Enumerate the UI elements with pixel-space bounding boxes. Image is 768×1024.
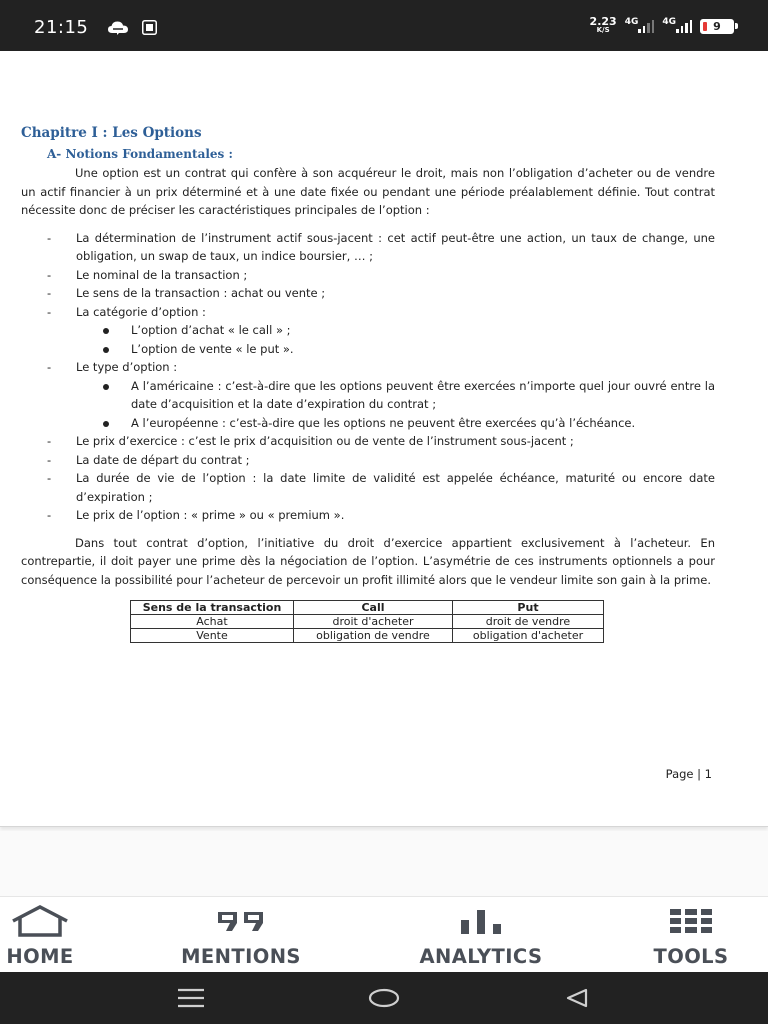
table-header: Call — [294, 601, 453, 615]
network-speed — [589, 15, 617, 34]
section-title: A- Notions Fondamentales : — [47, 147, 233, 161]
cloud-notification-icon — [108, 21, 128, 40]
table-row — [131, 629, 604, 643]
list-item: - Le sens de la transaction : achat ou vente ; — [47, 286, 326, 300]
status-time: 21:15 — [34, 17, 89, 38]
recent-apps-button[interactable] — [176, 984, 206, 1012]
list-item: - La catégorie d’option : L’option d’achat « le call » ; L’option de vente « le put ». — [21, 303, 715, 359]
image-notification-icon — [142, 20, 157, 40]
table-cell: Vente — [131, 629, 294, 643]
table-header-row — [131, 601, 604, 615]
network-speed-value: 2.23 — [589, 15, 617, 28]
table-header: Put — [453, 601, 604, 615]
intro-paragraph: Une option est un contrat qui confère à son acquéreur le droit, mais non l’obligation d’acheter ou de vendre un actif financier à un prix déterminé et à une date fixée ou pendant une période préalablement définie. Tout contrat nécessite donc de préciser les caractéristiques principales de l’option : — [21, 166, 715, 217]
nav-label: ANALYTICS — [419, 945, 543, 968]
closing-paragraph: Dans tout contrat d’option, l’initiative du droit d’exercice appartient exclusivement à l’acheteur. En contrepartie, il doit payer une prime dès la négociation de l’option. L’asymétrie de ces instruments optionnels a pour conséquence la possibilité pour l’acheteur de percevoir un profit illimité alors que le vendeur limite son gain à la prime. — [21, 535, 715, 587]
list-item: - La durée de vie de l’option : la date limite de validité est appelée échéance, maturité ou encore date d’expiration ; — [47, 471, 715, 504]
sub-list-item: L’option de vente « le put ». — [76, 340, 715, 359]
network-speed-unit: K/S — [596, 26, 610, 34]
table-header: Sens de la transaction — [131, 601, 294, 615]
chapter-title: Chapitre I : Les Options — [21, 125, 202, 141]
sub-list — [76, 377, 715, 433]
sub-list-item: A l’européenne : c’est-à-dire que les options ne peuvent être exercées qu’à l’échéance. — [76, 414, 715, 433]
network-type-label: 4G — [662, 16, 676, 27]
network-type-label: 4G — [624, 16, 639, 27]
bar-chart-icon — [459, 905, 503, 937]
sub-list — [76, 321, 715, 358]
document-content — [21, 124, 715, 643]
table-cell: Achat — [131, 615, 294, 629]
table-cell: obligation de vendre — [294, 629, 453, 643]
signal-strength-1 — [624, 16, 655, 33]
characteristics-list — [21, 229, 715, 525]
home-icon — [10, 905, 70, 937]
battery-level: 9 — [713, 19, 721, 33]
battery-icon — [700, 19, 738, 34]
app-bottom-nav — [0, 896, 768, 972]
list-item: - La détermination de l’instrument actif sous-jacent : cet actif peut-être une action, un taux de change, une obligation, un swap de taux, un indice boursier, … ; — [47, 230, 715, 263]
document-viewer[interactable] — [0, 51, 768, 896]
recent-apps-icon — [176, 988, 206, 1008]
status-bar — [0, 0, 768, 51]
sub-list-item: L’option d’achat « le call » ; — [76, 321, 715, 340]
nav-tools[interactable] — [638, 897, 744, 973]
list-item: - La date de départ du contrat ; — [47, 452, 250, 467]
nav-label: TOOLS — [653, 945, 729, 968]
grid-icon — [669, 905, 713, 937]
nav-home[interactable] — [0, 897, 86, 973]
document-page — [0, 51, 768, 827]
sub-list-item: A l’américaine : c’est-à-dire que les options peuvent être exercées n’importe quel jour ouvré entre la date d’acquisition et la date d’expiration du contrat ; — [76, 377, 715, 414]
home-system-button[interactable] — [368, 984, 400, 1012]
back-button[interactable] — [562, 984, 592, 1012]
transaction-table — [130, 600, 604, 643]
table-cell: droit d'acheter — [294, 615, 453, 629]
quote-icon — [217, 905, 265, 937]
list-item: - Le type d’option : A l’américaine : c’est-à-dire que les options peuvent être exercées n’importe quel jour ouvré entre la date d’acquisition et la date d’expiration du contrat ; A l’européenne : c’est-à-dire que les options ne peuvent être exercées qu’à l’échéance. — [21, 358, 715, 432]
system-nav-bar — [0, 972, 768, 1024]
nav-label: MENTIONS — [181, 945, 301, 968]
next-page-area — [0, 831, 768, 896]
signal-strength-2 — [662, 16, 692, 33]
page-number: Page | 1 — [665, 767, 712, 781]
table-cell: obligation d'acheter — [453, 629, 604, 643]
list-item: - Le prix d’exercice : c’est le prix d’acquisition ou de vente de l’instrument sous-jacent ; — [47, 434, 574, 448]
list-item: - Le nominal de la transaction ; — [47, 267, 248, 282]
nav-analytics[interactable] — [398, 897, 564, 973]
table-cell: droit de vendre — [453, 615, 604, 629]
table-row — [131, 615, 604, 629]
nav-mentions[interactable] — [161, 897, 321, 973]
home-circle-icon — [368, 988, 400, 1008]
back-icon — [564, 988, 590, 1008]
list-item: - Le prix de l’option : « prime » ou « premium ». — [47, 508, 345, 522]
nav-label: HOME — [6, 945, 74, 968]
